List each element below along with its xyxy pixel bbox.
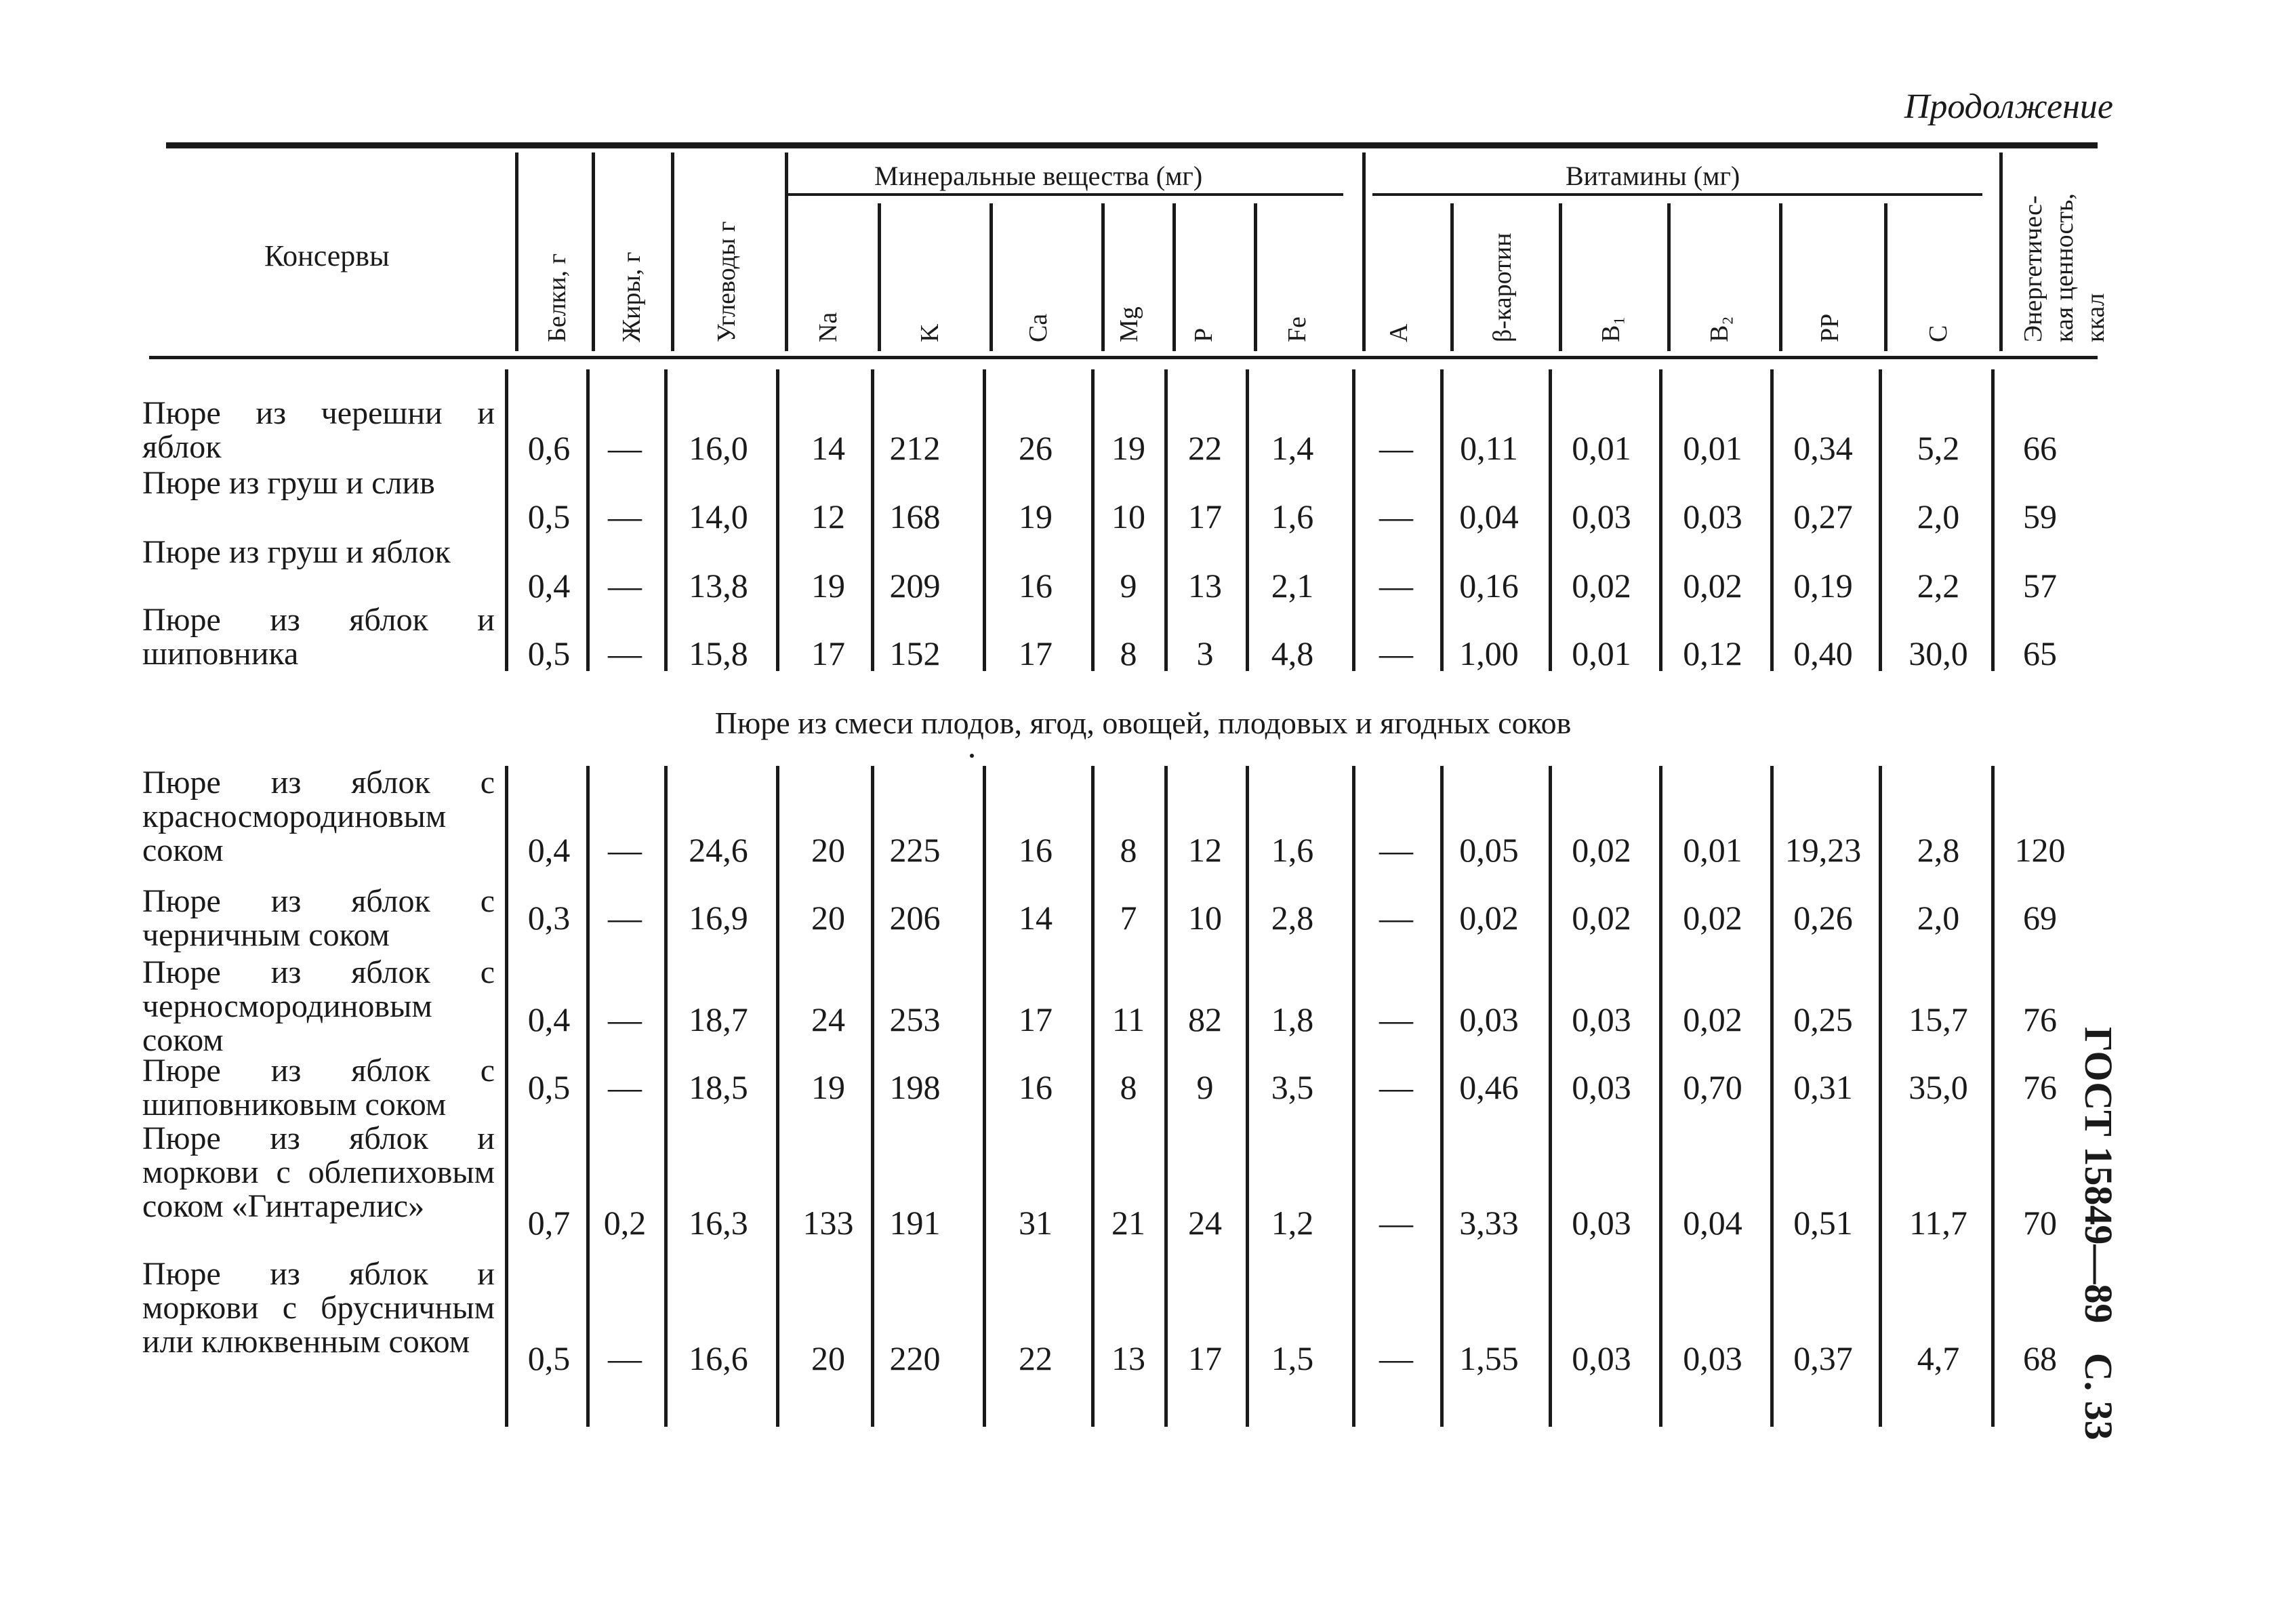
section-title: Пюре из смеси плодов, ягод, овощей, плодовых и ягодных соков: [714, 706, 1572, 740]
row-value-cell: 0,02: [1572, 567, 1631, 605]
row-value-cell: 1,00: [1459, 634, 1519, 672]
header-beta-carotene: β-каротин: [1488, 232, 1517, 342]
body-column-line: [776, 369, 779, 671]
body-column-line: [505, 766, 508, 1427]
row-value-cell: 17: [1188, 498, 1222, 535]
header-bottom-rule: [149, 356, 2098, 359]
row-value-cell: 1,6: [1271, 498, 1314, 535]
body-column-line: [1659, 766, 1662, 1427]
row-value-cell: 0,70: [1683, 1068, 1742, 1106]
row-value-cell: 20: [811, 831, 845, 869]
row-product-name: Пюре из яблок с черничным соком: [142, 883, 495, 953]
row-value-cell: 0,26: [1793, 899, 1853, 937]
row-value-cell: 66: [2023, 429, 2057, 467]
row-value-cell: 0,01: [1572, 634, 1631, 672]
row-value-cell: 24: [1188, 1204, 1222, 1242]
row-value-cell: 11,7: [1909, 1204, 1967, 1242]
body-column-line: [1164, 766, 1168, 1427]
row-value-cell: 1,5: [1271, 1339, 1314, 1377]
row-value-cell: 70: [2023, 1204, 2057, 1242]
body-column-line: [586, 766, 590, 1427]
header-energy-1: Энергетичес-: [2019, 195, 2047, 342]
row-value-cell: 0,01: [1572, 429, 1631, 467]
body-column-line: [1549, 369, 1552, 671]
header-column-line: [1450, 203, 1454, 351]
row-value-cell: 14: [811, 429, 845, 467]
header-column-line: [1172, 203, 1176, 351]
row-value-cell: 0,3: [527, 899, 571, 937]
header-product: Консервы: [264, 239, 390, 272]
body-column-line: [1991, 369, 1995, 671]
body-column-line: [664, 766, 668, 1427]
row-value-cell: 22: [1188, 429, 1222, 467]
row-value-cell: 10: [1188, 899, 1222, 937]
row-value-cell: 13: [1111, 1339, 1145, 1377]
header-column-line: [785, 153, 788, 351]
row-value-cell: 0,19: [1793, 567, 1853, 605]
row-value-cell: 0,4: [527, 1000, 571, 1038]
row-value-cell: 212: [889, 429, 941, 467]
row-value-cell: 7: [1120, 899, 1137, 937]
row-value-cell: —: [1379, 567, 1413, 605]
row-value-cell: 13,8: [689, 567, 748, 605]
row-value-cell: —: [608, 498, 642, 535]
header-column-line: [989, 203, 993, 351]
row-value-cell: 16,0: [689, 429, 748, 467]
row-value-cell: 20: [811, 1339, 845, 1377]
row-value-cell: —: [1379, 899, 1413, 937]
row-value-cell: 35,0: [1909, 1068, 1968, 1106]
row-value-cell: 168: [889, 498, 941, 535]
row-value-cell: 19: [811, 1068, 845, 1106]
row-value-cell: 1,55: [1459, 1339, 1519, 1377]
row-value-cell: 191: [889, 1204, 941, 1242]
row-value-cell: 0,02: [1683, 1000, 1742, 1038]
stray-dot: [970, 754, 974, 758]
header-column-line: [1779, 203, 1782, 351]
row-value-cell: 5,2: [1917, 429, 1960, 467]
header-mg: Mg: [1115, 306, 1143, 342]
minerals-group-rule: [788, 193, 1343, 196]
header-column-line: [592, 153, 595, 351]
row-value-cell: 0,12: [1683, 634, 1742, 672]
row-value-cell: 12: [1188, 831, 1222, 869]
body-column-line: [1879, 369, 1882, 671]
row-value-cell: 198: [889, 1068, 941, 1106]
row-value-cell: 0,02: [1572, 831, 1631, 869]
row-value-cell: 0,03: [1572, 1339, 1631, 1377]
row-value-cell: 68: [2023, 1339, 2057, 1377]
row-value-cell: 0,34: [1793, 429, 1853, 467]
row-value-cell: 8: [1120, 831, 1137, 869]
header-pp: PP: [1816, 313, 1844, 342]
row-value-cell: 10: [1111, 498, 1145, 535]
row-product-name: Пюре из яблок с черносмородиновым соком: [142, 954, 495, 1058]
row-value-cell: 22: [1019, 1339, 1053, 1377]
row-value-cell: 14,0: [689, 498, 748, 535]
row-value-cell: 76: [2023, 1068, 2057, 1106]
body-column-line: [1164, 369, 1168, 671]
body-column-line: [1549, 766, 1552, 1427]
row-value-cell: 0,01: [1683, 429, 1742, 467]
header-c: C: [1924, 325, 1953, 342]
row-value-cell: 17: [1188, 1339, 1222, 1377]
row-product-name: Пюре из яблок и шиповника: [142, 602, 495, 672]
row-value-cell: 19: [811, 567, 845, 605]
row-value-cell: 0,02: [1572, 899, 1631, 937]
row-value-cell: 0,04: [1459, 498, 1519, 535]
row-value-cell: 3,5: [1271, 1068, 1314, 1106]
body-column-line: [1440, 766, 1444, 1427]
row-product-name: Пюре из черешни и яблок: [142, 395, 495, 465]
header-column-line: [671, 153, 674, 351]
row-value-cell: 0,27: [1793, 498, 1853, 535]
row-value-cell: 120: [2014, 831, 2066, 869]
header-column-line: [1884, 203, 1887, 351]
body-column-line: [1879, 766, 1882, 1427]
row-value-cell: 2,1: [1271, 567, 1314, 605]
row-value-cell: 14: [1019, 899, 1053, 937]
row-value-cell: —: [1379, 429, 1413, 467]
body-column-line: [983, 369, 986, 671]
row-product-name: Пюре из яблок и моркови с брусничным или клюквенным соком: [142, 1256, 495, 1360]
row-value-cell: —: [608, 634, 642, 672]
row-value-cell: 76: [2023, 1000, 2057, 1038]
header-minerals-group: Минеральные вещества (мг): [874, 161, 1203, 191]
row-value-cell: 0,16: [1459, 567, 1519, 605]
row-value-cell: —: [1379, 498, 1413, 535]
row-value-cell: 16,9: [689, 899, 748, 937]
row-value-cell: —: [1379, 1339, 1413, 1377]
body-column-line: [1770, 766, 1774, 1427]
row-value-cell: 206: [889, 899, 941, 937]
header-protein: Белки, г: [543, 253, 571, 342]
row-value-cell: —: [608, 1339, 642, 1377]
row-product-name: Пюре из груш и слив: [142, 465, 435, 501]
row-value-cell: —: [1379, 634, 1413, 672]
header-p: P: [1189, 327, 1218, 342]
row-value-cell: 0,2: [603, 1204, 647, 1242]
body-column-line: [983, 766, 986, 1427]
header-column-line: [1667, 203, 1671, 351]
row-value-cell: 0,03: [1572, 1204, 1631, 1242]
row-value-cell: —: [608, 1000, 642, 1038]
row-value-cell: 16,6: [689, 1339, 748, 1377]
body-column-line: [1991, 766, 1995, 1427]
row-value-cell: 24: [811, 1000, 845, 1038]
row-value-cell: 4,7: [1917, 1339, 1960, 1377]
row-value-cell: 1,2: [1271, 1204, 1314, 1242]
row-value-cell: 9: [1196, 1068, 1214, 1106]
row-value-cell: 0,02: [1683, 899, 1742, 937]
row-value-cell: 253: [889, 1000, 941, 1038]
row-value-cell: 8: [1120, 1068, 1137, 1106]
row-value-cell: 3: [1196, 634, 1214, 672]
row-value-cell: 57: [2023, 567, 2057, 605]
row-value-cell: 1,8: [1271, 1000, 1314, 1038]
header-a: A: [1385, 323, 1413, 342]
row-value-cell: 220: [889, 1339, 941, 1377]
row-value-cell: 0,11: [1460, 429, 1518, 467]
body-column-line: [1246, 766, 1249, 1427]
row-value-cell: 3,33: [1459, 1204, 1519, 1242]
row-value-cell: 16: [1019, 1068, 1053, 1106]
side-doc-label: ГОСТ 15849—89 С. 33: [2077, 1027, 2121, 1440]
header-k: K: [916, 323, 944, 342]
row-value-cell: 0,5: [527, 1339, 571, 1377]
body-column-line: [1440, 369, 1444, 671]
row-value-cell: 17: [1019, 1000, 1053, 1038]
body-column-line: [1091, 766, 1095, 1427]
row-value-cell: —: [1379, 1068, 1413, 1106]
row-value-cell: 0,02: [1459, 899, 1519, 937]
row-value-cell: 16,3: [689, 1204, 748, 1242]
row-value-cell: 0,46: [1459, 1068, 1519, 1106]
body-column-line: [1352, 369, 1355, 671]
body-column-line: [1091, 369, 1095, 671]
header-fat: Жиры, г: [617, 251, 646, 342]
header-fe: Fe: [1283, 317, 1311, 342]
row-value-cell: 15,7: [1909, 1000, 1968, 1038]
row-value-cell: 19: [1019, 498, 1053, 535]
row-value-cell: 209: [889, 567, 941, 605]
body-column-line: [871, 369, 874, 671]
body-column-line: [776, 766, 779, 1427]
row-value-cell: —: [608, 899, 642, 937]
row-value-cell: 0,31: [1793, 1068, 1853, 1106]
row-value-cell: —: [608, 831, 642, 869]
header-column-line: [1559, 203, 1562, 351]
row-value-cell: 0,03: [1572, 1000, 1631, 1038]
row-value-cell: 0,03: [1459, 1000, 1519, 1038]
row-product-name: Пюре из яблок с шиповниковым соком: [142, 1053, 495, 1122]
header-b1: B₁: [1597, 316, 1625, 342]
row-value-cell: 2,8: [1271, 899, 1314, 937]
row-value-cell: 19: [1111, 429, 1145, 467]
header-na: Na: [814, 312, 842, 342]
header-carbs: Углеводы г: [712, 221, 741, 342]
header-column-line: [1999, 153, 2003, 351]
body-column-line: [1352, 766, 1355, 1427]
row-value-cell: 0,5: [527, 634, 571, 672]
row-value-cell: 0,05: [1459, 831, 1519, 869]
row-value-cell: 31: [1019, 1204, 1053, 1242]
row-value-cell: 82: [1188, 1000, 1222, 1038]
header-energy-2: кая ценность,: [2050, 193, 2079, 342]
row-value-cell: 0,4: [527, 831, 571, 869]
top-rule: [166, 142, 2098, 148]
continuation-label: Продолжение: [1904, 87, 2113, 126]
row-value-cell: 19,23: [1784, 831, 1862, 869]
row-value-cell: 0,7: [527, 1204, 571, 1242]
row-value-cell: 8: [1120, 634, 1137, 672]
body-column-line: [1770, 369, 1774, 671]
header-energy-3: ккал: [2081, 293, 2110, 342]
row-value-cell: 18,7: [689, 1000, 748, 1038]
row-value-cell: 18,5: [689, 1068, 748, 1106]
row-value-cell: 15,8: [689, 634, 748, 672]
body-column-line: [1246, 369, 1249, 671]
row-value-cell: 1,6: [1271, 831, 1314, 869]
row-value-cell: 2,0: [1917, 498, 1960, 535]
row-value-cell: 1,4: [1271, 429, 1314, 467]
header-b2: B₂: [1705, 316, 1734, 342]
row-value-cell: 0,03: [1683, 1339, 1742, 1377]
row-value-cell: 0,02: [1683, 567, 1742, 605]
row-value-cell: 0,5: [527, 498, 571, 535]
header-column-line: [1362, 153, 1366, 351]
header-column-line: [1101, 203, 1105, 351]
row-value-cell: 152: [889, 634, 941, 672]
row-value-cell: —: [608, 567, 642, 605]
header-vitamins-group: Витамины (мг): [1566, 161, 1740, 191]
row-product-name: Пюре из груш и яблок: [142, 534, 451, 570]
row-value-cell: 0,04: [1683, 1204, 1742, 1242]
body-column-line: [505, 369, 508, 671]
row-value-cell: 59: [2023, 498, 2057, 535]
row-value-cell: 65: [2023, 634, 2057, 672]
row-value-cell: 12: [811, 498, 845, 535]
header-column-line: [1254, 203, 1257, 351]
vitamins-group-rule: [1372, 193, 1982, 196]
row-value-cell: 4,8: [1271, 634, 1314, 672]
row-value-cell: 9: [1120, 567, 1137, 605]
row-value-cell: 0,03: [1572, 1068, 1631, 1106]
row-product-name: Пюре из яблок с красносмородиновым соком: [142, 765, 495, 868]
row-value-cell: 17: [1019, 634, 1053, 672]
row-value-cell: 0,25: [1793, 1000, 1853, 1038]
row-value-cell: 17: [811, 634, 845, 672]
row-value-cell: 133: [802, 1204, 854, 1242]
row-value-cell: 2,8: [1917, 831, 1960, 869]
row-value-cell: 0,03: [1683, 498, 1742, 535]
row-value-cell: —: [608, 1068, 642, 1106]
row-value-cell: 24,6: [689, 831, 748, 869]
row-value-cell: 0,40: [1793, 634, 1853, 672]
row-value-cell: 0,51: [1793, 1204, 1853, 1242]
row-value-cell: 225: [889, 831, 941, 869]
row-value-cell: —: [1379, 831, 1413, 869]
row-value-cell: —: [608, 429, 642, 467]
row-value-cell: 2,0: [1917, 899, 1960, 937]
body-column-line: [871, 766, 874, 1427]
row-value-cell: 0,01: [1683, 831, 1742, 869]
row-value-cell: 20: [811, 899, 845, 937]
row-value-cell: —: [1379, 1000, 1413, 1038]
row-value-cell: 0,5: [527, 1068, 571, 1106]
row-value-cell: 11: [1111, 1000, 1145, 1038]
body-column-line: [586, 369, 590, 671]
row-value-cell: 0,6: [527, 429, 571, 467]
row-value-cell: 16: [1019, 831, 1053, 869]
header-ca: Ca: [1024, 313, 1053, 342]
row-value-cell: —: [1379, 1204, 1413, 1242]
row-value-cell: 30,0: [1909, 634, 1968, 672]
row-value-cell: 21: [1111, 1204, 1145, 1242]
header-column-line: [515, 153, 518, 351]
row-value-cell: 0,37: [1793, 1339, 1853, 1377]
row-value-cell: 26: [1019, 429, 1053, 467]
header-column-line: [878, 203, 881, 351]
row-value-cell: 69: [2023, 899, 2057, 937]
row-value-cell: 0,03: [1572, 498, 1631, 535]
row-value-cell: 0,4: [527, 567, 571, 605]
row-value-cell: 16: [1019, 567, 1053, 605]
body-column-line: [664, 369, 668, 671]
row-value-cell: 13: [1188, 567, 1222, 605]
row-product-name: Пюре из яблок и моркови с облепиховым соком «Гинтарелис»: [142, 1120, 495, 1224]
row-value-cell: 2,2: [1917, 567, 1960, 605]
body-column-line: [1659, 369, 1662, 671]
